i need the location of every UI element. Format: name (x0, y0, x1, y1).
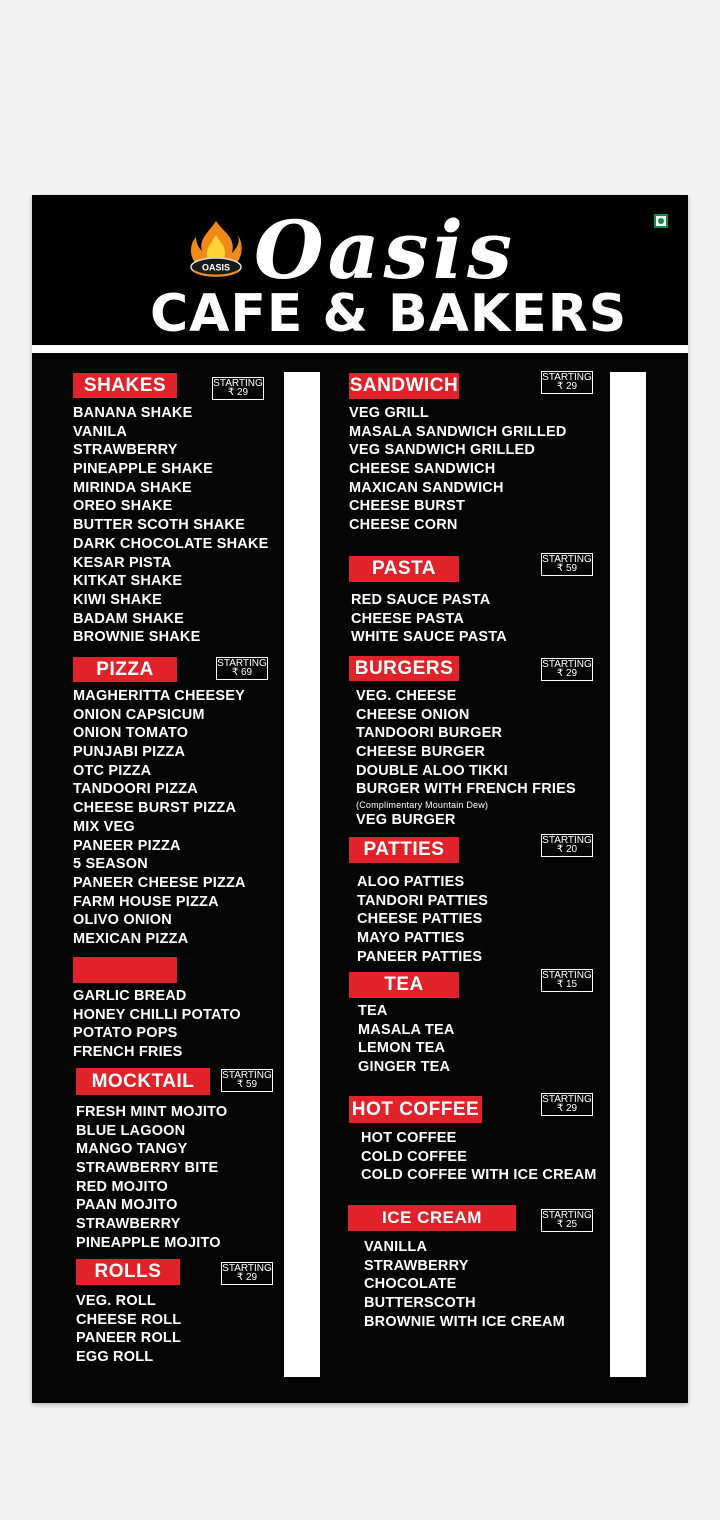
section-title: PATTIES (349, 837, 459, 863)
starting-price: ₹ 20 (556, 844, 578, 855)
menu-item: OREO SHAKE (73, 498, 173, 515)
starting-price: ₹ 59 (556, 563, 578, 574)
section-title: ROLLS (76, 1259, 180, 1285)
menu-item: COLD COFFEE WITH ICE CREAM (361, 1167, 597, 1184)
item-list (356, 687, 576, 830)
menu-item: CHEESE ONION (356, 706, 470, 723)
menu-item: PANEER PATTIES (357, 948, 483, 965)
menu-item: STRAWBERRY (76, 1216, 181, 1233)
section-title: ICE CREAM (348, 1205, 516, 1231)
menu-item: ALOO PATTIES (357, 874, 465, 890)
menu-item: COLD COFFEE (361, 1148, 468, 1165)
menu-card (32, 195, 688, 1403)
menu-item: LEMON TEA (358, 1040, 446, 1057)
starting-price: ₹ 25 (556, 1219, 578, 1230)
menu-item: CHEESE SANDWICH (349, 461, 496, 478)
menu-item: FRESH MINT MOJITO (76, 1104, 228, 1120)
column-separator-left (284, 372, 320, 1377)
menu-item: STRAWBERRY (73, 442, 178, 459)
starting-label: STARTING (217, 658, 267, 669)
menu-item: EGG ROLL (76, 1349, 154, 1366)
menu-item: VEG. CHEESE (356, 688, 457, 704)
starting-price: ₹ 29 (556, 668, 578, 679)
menu-item: MAYO PATTIES (357, 930, 465, 947)
menu-item: RED MOJITO (76, 1178, 168, 1195)
section-title: SHAKES (73, 373, 177, 398)
starting-label: STARTING (542, 372, 592, 383)
menu-item: BANANA SHAKE (73, 405, 193, 421)
menu-item: FRENCH FRIES (73, 1044, 183, 1061)
starting-price: ₹ 29 (556, 1103, 578, 1114)
section-title: TEA (349, 972, 459, 998)
menu-item: BUTTER SCOTH SHAKE (73, 517, 245, 534)
starting-price-box (221, 1069, 273, 1092)
menu-item: MASALA SANDWICH GRILLED (349, 423, 567, 440)
menu-item: PAAN MOJITO (76, 1197, 178, 1214)
menu-item: VEG SANDWICH GRILLED (349, 442, 536, 459)
menu-item: VEG BURGER (356, 812, 456, 829)
menu-item: MAXICAN SANDWICH (349, 479, 504, 496)
menu-item: GINGER TEA (358, 1059, 451, 1076)
menu-item: FARM HOUSE PIZZA (73, 893, 219, 910)
starting-label: STARTING (222, 1263, 272, 1274)
menu-item: CHOCOLATE (364, 1276, 457, 1293)
menu-item: KESAR PISTA (73, 554, 172, 571)
starting-label: STARTING (542, 659, 592, 670)
menu-item: 5 SEASON (73, 856, 148, 873)
starting-price: ₹ 69 (231, 667, 253, 678)
menu-item: TANDORI PATTIES (357, 892, 489, 909)
starting-price: ₹ 29 (227, 387, 249, 398)
menu-item: BROWNIE WITH ICE CREAM (364, 1313, 565, 1330)
menu-item: MAGHERITTA CHEESEY (73, 688, 245, 704)
menu-item: BLUE LAGOON (76, 1122, 186, 1139)
starting-label: STARTING (213, 378, 263, 389)
menu-item: TANDOORI BURGER (356, 725, 503, 742)
menu-item: BROWNIE SHAKE (73, 629, 201, 646)
menu-item: MANGO TANGY (76, 1141, 188, 1158)
section-title: MOCKTAIL (76, 1068, 210, 1095)
menu-item: POTATO POPS (73, 1025, 178, 1042)
menu-item: ONION CAPSICUM (73, 706, 205, 723)
starting-price: ₹ 29 (556, 381, 578, 392)
starting-price-box (541, 834, 593, 857)
menu-item: VEG. ROLL (76, 1293, 156, 1309)
item-list (358, 1002, 455, 1077)
menu-item: DOUBLE ALOO TIKKI (356, 762, 508, 779)
menu-item: VEG GRILL (349, 405, 429, 421)
starting-price-box (541, 658, 593, 681)
section-title: SANDWICH (349, 373, 459, 399)
item-list (364, 1238, 565, 1331)
starting-label: STARTING (542, 1094, 592, 1105)
menu-item: STRAWBERRY (364, 1257, 469, 1274)
item-list (73, 404, 268, 647)
item-list (357, 873, 488, 966)
starting-label: STARTING (542, 970, 592, 981)
menu-item: BUTTERSCOTH (364, 1295, 476, 1312)
starting-price-box (541, 553, 593, 576)
menu-item: PANEER CHEESE PIZZA (73, 874, 246, 891)
starting-price-box (221, 1262, 273, 1285)
veg-symbol-icon (654, 214, 668, 228)
menu-item: TEA (358, 1003, 388, 1019)
flame-logo-icon (188, 219, 244, 281)
menu-item: OTC PIZZA (73, 762, 152, 779)
menu-item: KITKAT SHAKE (73, 573, 183, 590)
menu-item: OLIVO ONION (73, 912, 172, 929)
item-list (361, 1129, 597, 1185)
menu-item: TANDOORI PIZZA (73, 781, 198, 798)
section-title: HOT COFFEE (349, 1096, 482, 1123)
cafe-name: Oasis (254, 203, 516, 297)
menu-item: PINEAPPLE MOJITO (76, 1234, 221, 1251)
starting-price-box (212, 377, 264, 400)
menu-item: HONEY CHILLI POTATO (73, 1006, 241, 1023)
section-title (73, 957, 177, 983)
menu-item: CHEESE PASTA (351, 610, 465, 627)
item-list (349, 404, 567, 535)
cafe-subtitle: CAFE & BAKERS (150, 284, 628, 344)
starting-price-box (541, 969, 593, 992)
menu-item: CHEESE BURST (349, 498, 465, 515)
menu-item: MEXICAN PIZZA (73, 930, 189, 947)
menu-item: STRAWBERRY BITE (76, 1160, 219, 1177)
menu-item: ONION TOMATO (73, 725, 189, 742)
menu-item-note: (Complimentary Mountain Dew) (356, 800, 489, 811)
starting-price-box (541, 1209, 593, 1232)
menu-item: PINEAPPLE SHAKE (73, 461, 213, 478)
menu-item: BURGER WITH FRENCH FRIES (356, 781, 576, 798)
menu-item: KIWI SHAKE (73, 591, 162, 608)
menu-item: HOT COFFEE (361, 1130, 457, 1146)
menu-item: VANILLA (364, 1239, 428, 1255)
section-title: BURGERS (349, 656, 459, 681)
logo-badge-text: OASIS (201, 262, 231, 273)
menu-item: CHEESE ROLL (76, 1311, 182, 1328)
starting-price-box (541, 1093, 593, 1116)
menu-item: GARLIC BREAD (73, 988, 187, 1004)
starting-price: ₹ 29 (236, 1272, 258, 1283)
header-band (32, 195, 688, 345)
menu-item: WHITE SAUCE PASTA (351, 629, 507, 646)
menu-item: CHEESE BURST PIZZA (73, 800, 237, 817)
menu-item: CHEESE PATTIES (357, 911, 483, 928)
header-divider (32, 345, 688, 353)
starting-price: ₹ 59 (236, 1079, 258, 1090)
menu-item: DARK CHOCOLATE SHAKE (73, 535, 269, 552)
item-list (73, 987, 241, 1062)
starting-label: STARTING (542, 554, 592, 565)
starting-price-box (541, 371, 593, 394)
menu-item: VANILA (73, 423, 128, 440)
starting-label: STARTING (542, 835, 592, 846)
item-list (76, 1103, 227, 1253)
starting-label: STARTING (222, 1070, 272, 1081)
menu-item: MASALA TEA (358, 1021, 455, 1038)
menu-item: CHEESE BURGER (356, 744, 486, 761)
menu-item: PANEER ROLL (76, 1330, 182, 1347)
menu-item: MIRINDA SHAKE (73, 479, 192, 496)
item-list (351, 591, 507, 647)
section-title: PASTA (349, 556, 459, 582)
section-title: PIZZA (73, 657, 177, 682)
menu-item: MIX VEG (73, 818, 135, 835)
menu-item: CHEESE CORN (349, 517, 458, 534)
menu-item: PANEER PIZZA (73, 837, 181, 854)
menu-item: RED SAUCE PASTA (351, 592, 491, 608)
item-list (73, 687, 246, 949)
starting-price: ₹ 15 (556, 979, 578, 990)
menu-item: PUNJABI PIZZA (73, 744, 186, 761)
starting-price-box (216, 657, 268, 680)
starting-label: STARTING (542, 1210, 592, 1221)
menu-item: BADAM SHAKE (73, 610, 184, 627)
column-separator-right (610, 372, 646, 1377)
item-list (76, 1292, 181, 1367)
